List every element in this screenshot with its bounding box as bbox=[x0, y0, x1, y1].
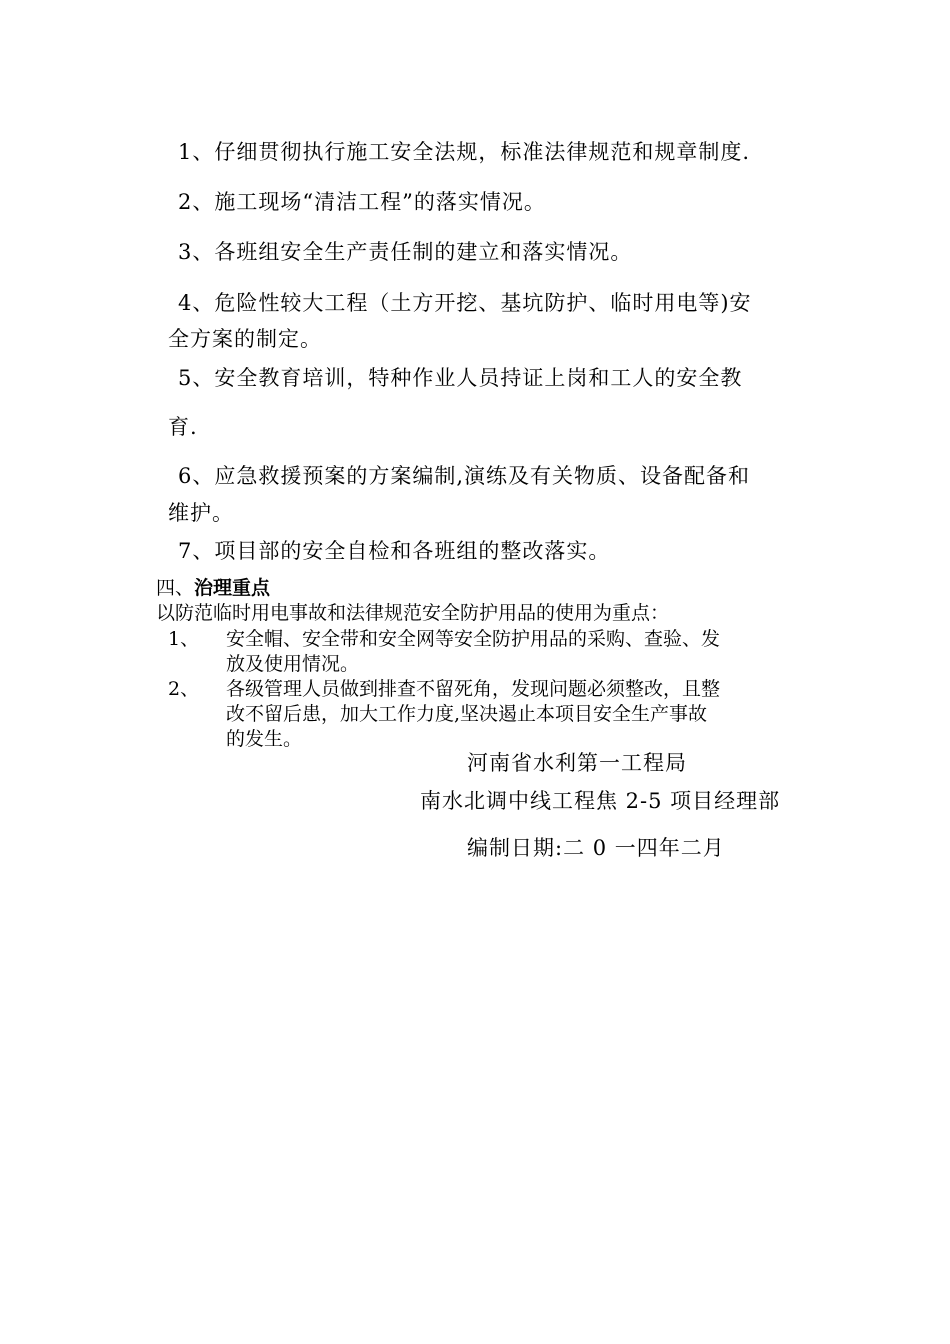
focus-2-line-3: 的发生。 bbox=[226, 728, 303, 750]
item-5-line-2: 育. bbox=[168, 415, 198, 439]
focus-1-line-1: 安全帽、安全带和安全网等安全防护用品的采购、查验、发 bbox=[226, 628, 721, 650]
item-3: 3、各班组安全生产责任制的建立和落实情况。 bbox=[178, 240, 633, 264]
item-4-line-2: 全方案的制定。 bbox=[168, 327, 322, 351]
item-6-line-2: 维护。 bbox=[168, 501, 234, 525]
item-4-line-1: 4、危险性较大工程（土方开挖、基坑防护、临时用电等)安 bbox=[178, 291, 752, 315]
focus-2-number: 2、 bbox=[168, 678, 200, 700]
focus-2-line-2: 改不留后患，加大工作力度,坚决遏止本项目安全生产事故 bbox=[226, 703, 708, 725]
item-2: 2、施工现场“清洁工程”的落实情况。 bbox=[178, 190, 546, 214]
signature-dept: 南水北调中线工程焦 2-5 项目经理部 bbox=[420, 789, 781, 813]
section-heading bbox=[156, 573, 270, 600]
item-1: 1、仔细贯彻执行施工安全法规，标准法律规范和规章制度. bbox=[178, 140, 751, 164]
item-5-line-1: 5、安全教育培训，特种作业人员持证上岗和工人的安全教 bbox=[178, 366, 743, 390]
focus-1-line-2: 放及使用情况。 bbox=[226, 653, 360, 675]
section-prefix: 四、 bbox=[156, 577, 195, 599]
focus-2-line-1: 各级管理人员做到排查不留死角，发现问题必须整改，且整 bbox=[226, 678, 721, 700]
section-title: 治理重点 bbox=[194, 577, 271, 599]
item-6-line-1: 6、应急救援预案的方案编制,演练及有关物质、设备配备和 bbox=[178, 464, 751, 488]
signature-org: 河南省水利第一工程局 bbox=[467, 751, 687, 775]
section-intro: 以防范临时用电事故和法律规范安全防护用品的使用为重点： bbox=[156, 602, 670, 624]
signature-date: 编制日期:二 0 一四年二月 bbox=[467, 836, 725, 860]
item-7: 7、项目部的安全自检和各班组的整改落实。 bbox=[178, 539, 611, 563]
focus-1-number: 1、 bbox=[168, 628, 200, 650]
